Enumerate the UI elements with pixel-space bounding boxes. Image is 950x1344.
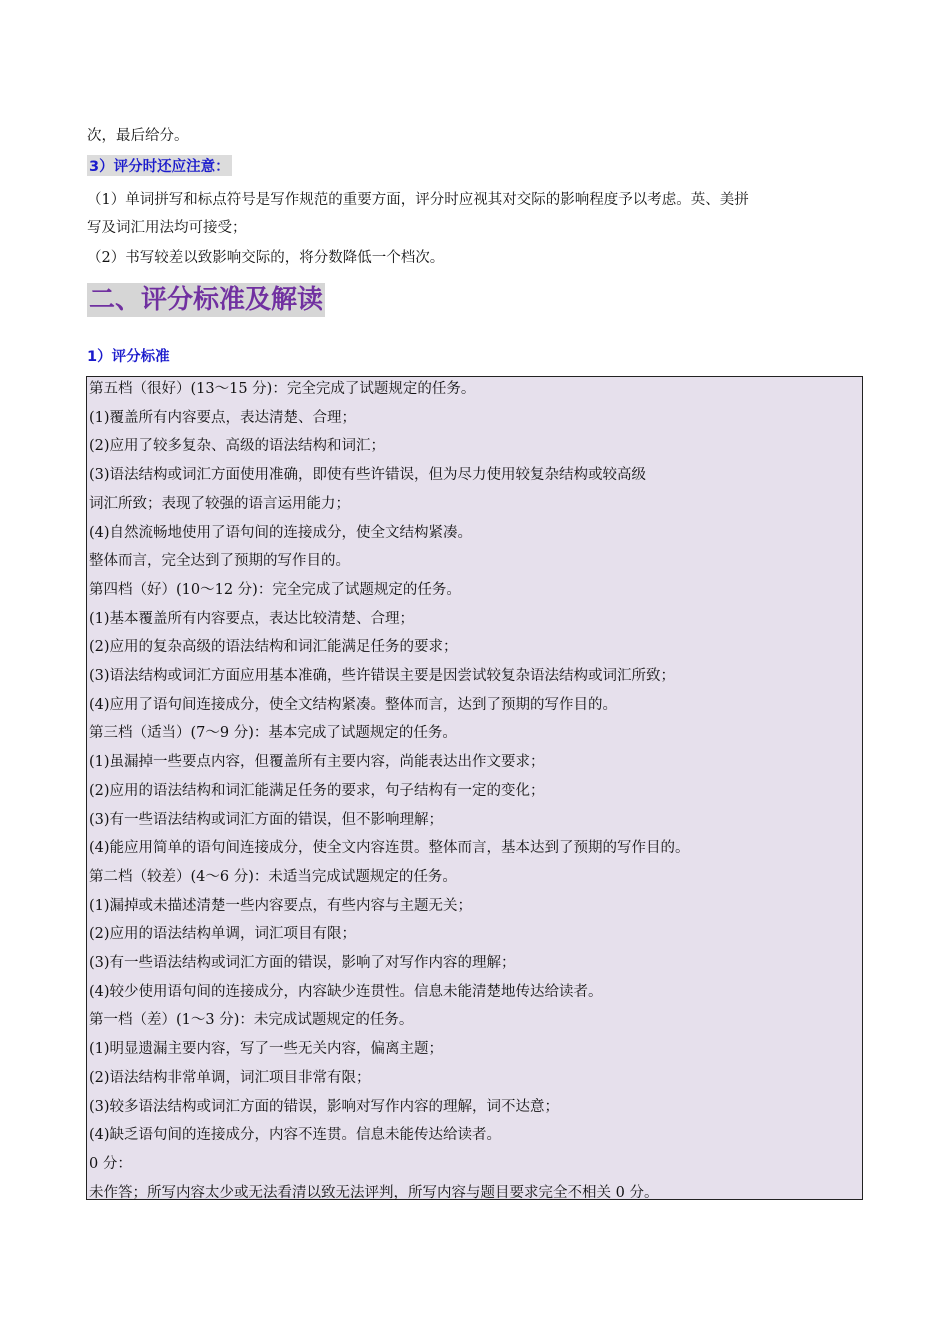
- criteria-line: 第四档（好）(10～12 分)：完全完成了试题规定的任务。: [89, 581, 461, 598]
- criteria-line: (4)应用了语句间连接成分，使全文结构紧凑。整体而言，达到了预期的写作目的。: [89, 696, 618, 713]
- criteria-line: 0 分：: [89, 1155, 132, 1172]
- section-title: 二、评分标准及解读: [89, 285, 324, 315]
- criteria-line: 第二档（较差）(4～6 分)：未适当完成试题规定的任务。: [89, 868, 457, 885]
- criteria-line: (4)自然流畅地使用了语句间的连接成分，使全文结构紧凑。: [89, 524, 473, 541]
- criteria-line: 第五档（很好）(13～15 分)：完全完成了试题规定的任务。: [89, 381, 476, 397]
- criteria-line: (2)应用的复杂高级的语法结构和词汇能满足任务的要求；: [89, 639, 458, 656]
- criteria-line: (3)有一些语法结构或词汇方面的错误，影响了对写作内容的理解；: [89, 955, 516, 971]
- note-2: （2）书写较差以致影响交际的，将分数降低一个档次。: [87, 250, 445, 266]
- criteria-subheading: 1）评分标准: [87, 349, 170, 365]
- criteria-line: (3)有一些语法结构或词汇方面的错误，但不影响理解；: [89, 811, 444, 828]
- criteria-line: (4)较少使用语句间的连接成分，内容缺少连贯性。信息未能清楚地传达给读者。: [89, 983, 603, 1000]
- note-heading: 3）评分时还应注意：: [87, 155, 232, 176]
- criteria-line: (1)覆盖所有内容要点，表达清楚、合理；: [89, 409, 357, 426]
- criteria-line: 整体而言，完全达到了预期的写作目的。: [89, 553, 350, 570]
- continuation-text: 次，最后给分。: [87, 128, 189, 144]
- criteria-line: 未作答；所写内容太少或无法看清以致无法评判，所写内容与题目要求完全不相关 0 分。: [89, 1184, 659, 1201]
- criteria-line: (2)语法结构非常单调，词汇项目非常有限；: [89, 1069, 371, 1086]
- criteria-line: (1)基本覆盖所有内容要点，表达比较清楚、合理；: [89, 610, 415, 627]
- criteria-line: (2)应用的语法结构单调，词汇项目有限；: [89, 926, 357, 943]
- criteria-line: (1)漏掉或未描述清楚一些内容要点，有些内容与主题无关；: [89, 897, 473, 914]
- criteria-line: (1)虽漏掉一些要点内容，但覆盖所有主要内容，尚能表达出作文要求；: [89, 754, 545, 771]
- criteria-line: 词汇所致；表现了较强的语言运用能力；: [89, 495, 350, 512]
- criteria-line: 第三档（适当）(7～9 分)：基本完成了试题规定的任务。: [89, 725, 457, 742]
- criteria-line: (3)语法结构或词汇方面应用基本准确，些许错误主要是因尝试较复杂语法结构或词汇所致；: [89, 668, 676, 684]
- criteria-line: (3)语法结构或词汇方面使用准确，即使有些许错误，但为尽力使用较复杂结构或较高级: [89, 467, 647, 484]
- criteria-box: [86, 376, 863, 1200]
- criteria-line: (3)较多语法结构或词汇方面的错误，影响对写作内容的理解，词不达意；: [89, 1098, 560, 1115]
- criteria-line: (2)应用了较多复杂、高级的语法结构和词汇；: [89, 438, 386, 455]
- criteria-line: (4)缺乏语句间的连接成分，内容不连贯。信息未能传达给读者。: [89, 1127, 502, 1144]
- criteria-line: (4)能应用简单的语句间连接成分，使全文内容连贯。整体而言，基本达到了预期的写作目的。: [89, 840, 690, 857]
- criteria-line: (2)应用的语法结构和词汇能满足任务的要求，句子结构有一定的变化；: [89, 782, 545, 799]
- note-1-line-2: 写及词汇用法均可接受；: [87, 220, 247, 236]
- criteria-line: 第一档（差）(1～3 分)：未完成试题规定的任务。: [89, 1012, 414, 1029]
- criteria-line: (1)明显遗漏主要内容，写了一些无关内容，偏离主题；: [89, 1041, 444, 1058]
- note-1-line-1: （1）单词拼写和标点符号是写作规范的重要方面，评分时应视其对交际的影响程度予以考虑。英、美拼: [87, 192, 749, 208]
